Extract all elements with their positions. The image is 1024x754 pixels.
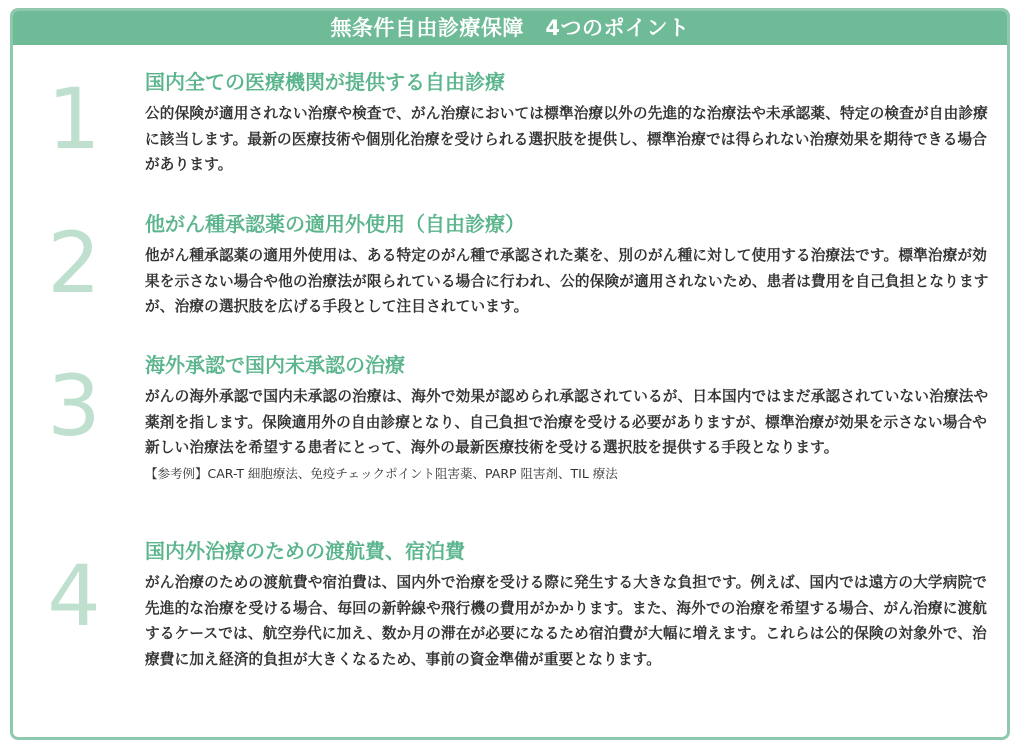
point-number: 3	[47, 357, 101, 455]
point-number: 2	[47, 214, 101, 312]
point-title: 国内外治療のための渡航費、宿泊費	[145, 539, 465, 563]
panel-header: 無条件自由診療保障 4つのポイント	[13, 11, 1007, 45]
point-number: 4	[47, 547, 101, 645]
reference-examples: 【参考例】CAR-T 細胞療法、免疫チェックポイント阻害薬、PARP 阻害剤、TIL 療法	[145, 465, 618, 481]
point-number: 1	[47, 70, 101, 168]
point-content	[145, 211, 993, 320]
point-body: 公的保険が適用されない治療や検査で、がん治療においては標準治療以外の先進的な治療法や未承認薬、特定の検査が自由診療に該当します。最新の医療技術や個別化治療を受けられる選択肢を提供し、標準治療では得られない治療効果を期待できる場合があります。	[145, 105, 988, 173]
points-panel	[10, 8, 1010, 740]
point-content	[145, 69, 993, 178]
point-title: 他がん種承認薬の適用外使用（自由診療）	[145, 212, 525, 236]
point-title: 海外承認で国内未承認の治療	[145, 353, 405, 377]
point-body: がんの海外承認で国内未承認の治療は、海外で効果が認められ承認されているが、日本国内ではまだ承認されていない治療法や薬剤を指します。保険適用外の自由診療となり、自己負担で治療を受ける必要がありますが、標準治療が効果を示さない場合や新しい治療法を希望する患者にとって、海外の最新医療技術を受ける選択肢を提供する手段となります。	[145, 388, 989, 456]
point-content	[145, 352, 993, 485]
point-body: 他がん種承認薬の適用外使用は、ある特定のがん種で承認された薬を、別のがん種に対して使用する治療法です。標準治療が効果を示さない場合や他の治療法が限られている場合に行われ、公的保険が適用されないため、患者は費用を自己負担となりますが、治療の選択肢を広げる手段として注目されています。	[145, 247, 989, 315]
point-body: がん治療のための渡航費や宿泊費は、国内外で治療を受ける際に発生する大きな負担です。例えば、国内では遠方の大学病院で先進的な治療を受ける場合、毎回の新幹線や飛行機の費用がかかります。また、海外での治療を希望する場合、がん治療に渡航するケースでは、航空券代に加え、数か月の滞在が必要になるため宿泊費が大幅に増えます。これらは公的保険の対象外で、治療費に加え経済的負担が大きくなるため、事前の資金準備が重要となります。	[145, 574, 988, 668]
point-content	[145, 538, 993, 672]
point-title: 国内全ての医療機関が提供する自由診療	[145, 70, 505, 94]
